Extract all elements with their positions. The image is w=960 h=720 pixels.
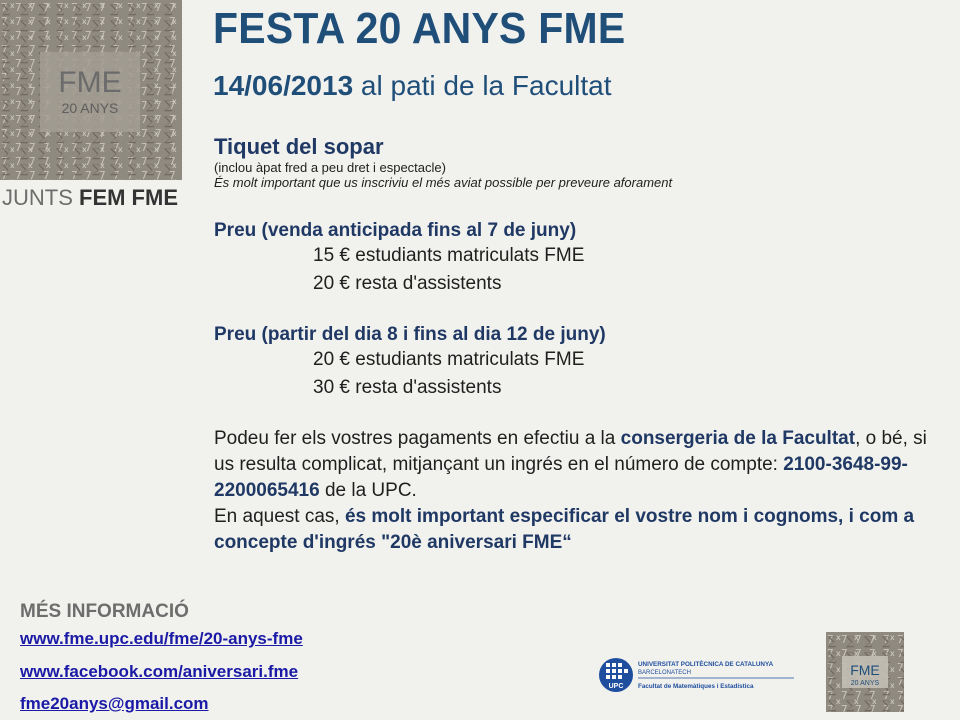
upc-abbr: UPC: [608, 683, 624, 690]
upc-name: UNIVERSITAT POLITÈCNICA DE CATALUNYA: [638, 661, 774, 668]
caption-bold: FEM FME: [79, 185, 178, 210]
payment-text: de la UPC.: [319, 480, 417, 501]
fme-small-top: FME: [850, 662, 880, 678]
logo-mark-top: FME: [58, 66, 122, 99]
upc-logo: [598, 655, 798, 695]
fme-small-bottom: 20 ANYS: [850, 680, 880, 687]
event-date: 14/06/2013: [213, 70, 354, 101]
price-line: 15 € estudiants matriculats FME: [313, 245, 585, 266]
upc-faculty: Facultat de Matemàtiques i Estadística: [638, 683, 754, 690]
ticket-heading: Tiquet del sopar: [214, 134, 384, 159]
price-line: 30 € resta d'assistents: [313, 377, 502, 398]
fme-small-logo: [826, 632, 904, 712]
price-line: 20 € estudiants matriculats FME: [313, 349, 585, 370]
ticket-note-includes: (inclou àpat fred a peu dret i espectacle): [214, 160, 446, 175]
upc-barcelonatech: BARCELONATECH: [638, 670, 691, 676]
event-date-location: [213, 70, 612, 102]
payment-text: , o bé, si us resulta complicat, mitjançant un ingrés en el número de compte:: [214, 428, 927, 475]
fme-small-logo-icon: [826, 632, 904, 712]
price-heading-early: Preu (venda anticipada fins al 7 de juny): [214, 220, 577, 241]
event-location: al pati de la Facultat: [353, 70, 612, 101]
payment-note: [214, 504, 949, 556]
payment-info: [214, 426, 949, 504]
link-email[interactable]: fme20anys@gmail.com: [20, 694, 209, 713]
caption-light: JUNTS: [2, 185, 79, 210]
account-number: 2100-3648-99-2200065416: [214, 454, 908, 501]
payment-location: consergeria de la Facultat: [620, 428, 856, 449]
page-title: FESTA 20 ANYS FME: [213, 4, 626, 53]
payment-text: Podeu fer els vostres pagaments en efectiu a la: [214, 428, 621, 449]
main-content: [214, 134, 949, 556]
link-facebook[interactable]: www.facebook.com/aniversari.fme: [20, 662, 299, 681]
more-info-title: MÉS INFORMACIÓ: [20, 601, 189, 622]
payment-concept: és molt important especificar el vostre nom i cognoms, i com a concepte d'ingrés "20è aniversari FME“: [214, 506, 915, 553]
fme-20-anys-logo: [0, 0, 182, 180]
logo-caption: [2, 185, 178, 211]
upc-logo-icon: [598, 655, 798, 695]
logo-mark-bottom: 20 ANYS: [61, 100, 119, 116]
logo-mosaic-icon: [0, 0, 182, 180]
ticket-note-important: És molt important que us inscriviu el més aviat possible per preveure aforament: [214, 175, 673, 190]
price-heading-late: Preu (partir del dia 8 i fins al dia 12 de juny): [214, 324, 606, 345]
price-line: 20 € resta d'assistents: [313, 273, 502, 294]
link-fme-website[interactable]: www.fme.upc.edu/fme/20-anys-fme: [20, 629, 303, 648]
payment-text: En aquest cas,: [214, 506, 345, 527]
